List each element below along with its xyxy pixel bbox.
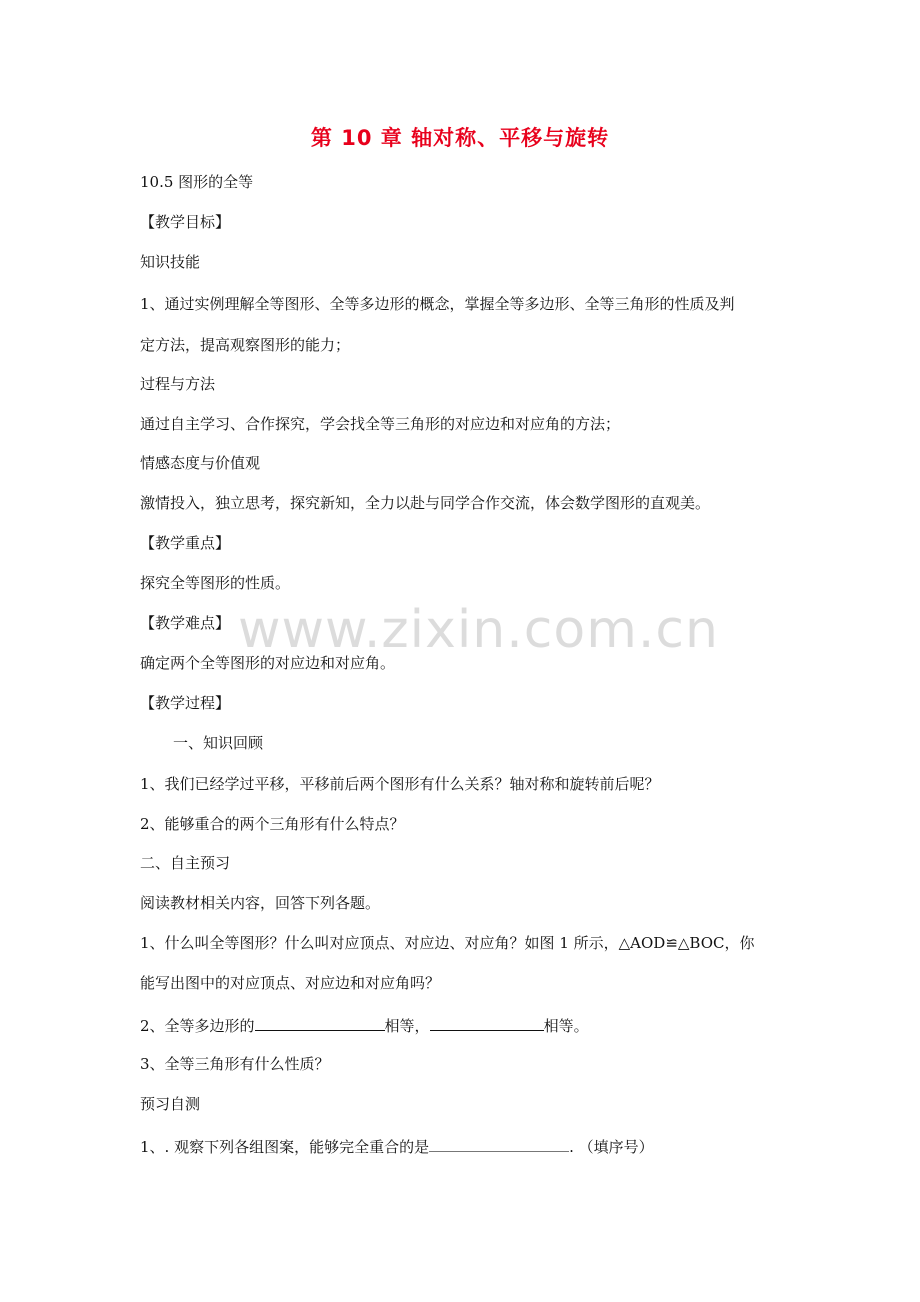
preview-question-2	[140, 1014, 589, 1036]
section-review: 一、知识回顾	[173, 734, 264, 752]
self-test-question-1	[140, 1135, 654, 1157]
answer-blank-1[interactable]	[255, 1014, 385, 1031]
preview-instruction: 阅读教材相关内容，回答下列各题。	[140, 894, 381, 912]
preview-question-3: 3、全等三角形有什么性质？	[140, 1055, 330, 1073]
subheading-process: 过程与方法	[140, 375, 216, 393]
q2-text-b: 相等，	[384, 1017, 430, 1035]
attitude-text: 激情投入，独立思考，探究新知，全力以赴与同学合作交流，体会数学图形的直观美。	[140, 494, 711, 512]
key-points-text: 探究全等图形的性质。	[140, 574, 291, 592]
review-question-2: 2、能够重合的两个三角形有什么特点？	[140, 815, 405, 833]
heading-self-test: 预习自测	[140, 1095, 201, 1113]
section-number: 10.5 图形的全等	[140, 173, 254, 191]
difficult-points-text: 确定两个全等图形的对应边和对应角。	[140, 654, 396, 672]
heading-teaching-goals: 【教学目标】	[140, 213, 231, 231]
goal-text-1: 1、通过实例理解全等图形、全等多边形的概念，掌握全等多边形、全等三角形的性质及判	[140, 295, 735, 313]
answer-blank-3[interactable]	[429, 1135, 569, 1152]
process-text: 通过自主学习、合作探究，学会找全等三角形的对应边和对应角的方法；	[140, 415, 621, 433]
test-text-a: 1、. 观察下列各组图案，能够完全重合的是	[140, 1138, 430, 1156]
answer-blank-2[interactable]	[430, 1014, 544, 1031]
section-preview: 二、自主预习	[140, 854, 231, 872]
chapter-title: 第 10 章 轴对称、平移与旋转	[310, 126, 610, 150]
heading-teaching-process: 【教学过程】	[140, 694, 231, 712]
heading-key-points: 【教学重点】	[140, 534, 231, 552]
preview-question-1: 1、什么叫全等图形？什么叫对应顶点、对应边、对应角？如图 1 所示，△AOD≌△BOC，你	[140, 934, 755, 952]
preview-question-1-cont: 能写出图中的对应顶点、对应边和对应角吗？	[140, 974, 441, 992]
q2-text-a: 2、全等多边形的	[140, 1017, 255, 1035]
test-text-b: . （填序号）	[569, 1138, 654, 1156]
heading-difficult-points: 【教学难点】	[140, 614, 231, 632]
review-question-1: 1、我们已经学过平移，平移前后两个图形有什么关系？轴对称和旋转前后呢？	[140, 775, 660, 793]
goal-text-1-cont: 定方法，提高观察图形的能力；	[140, 336, 351, 354]
watermark: www.zixin.com.cn	[238, 600, 719, 660]
subheading-attitude: 情感态度与价值观	[140, 454, 261, 472]
q2-text-c: 相等。	[543, 1017, 589, 1035]
subheading-knowledge: 知识技能	[140, 253, 201, 271]
